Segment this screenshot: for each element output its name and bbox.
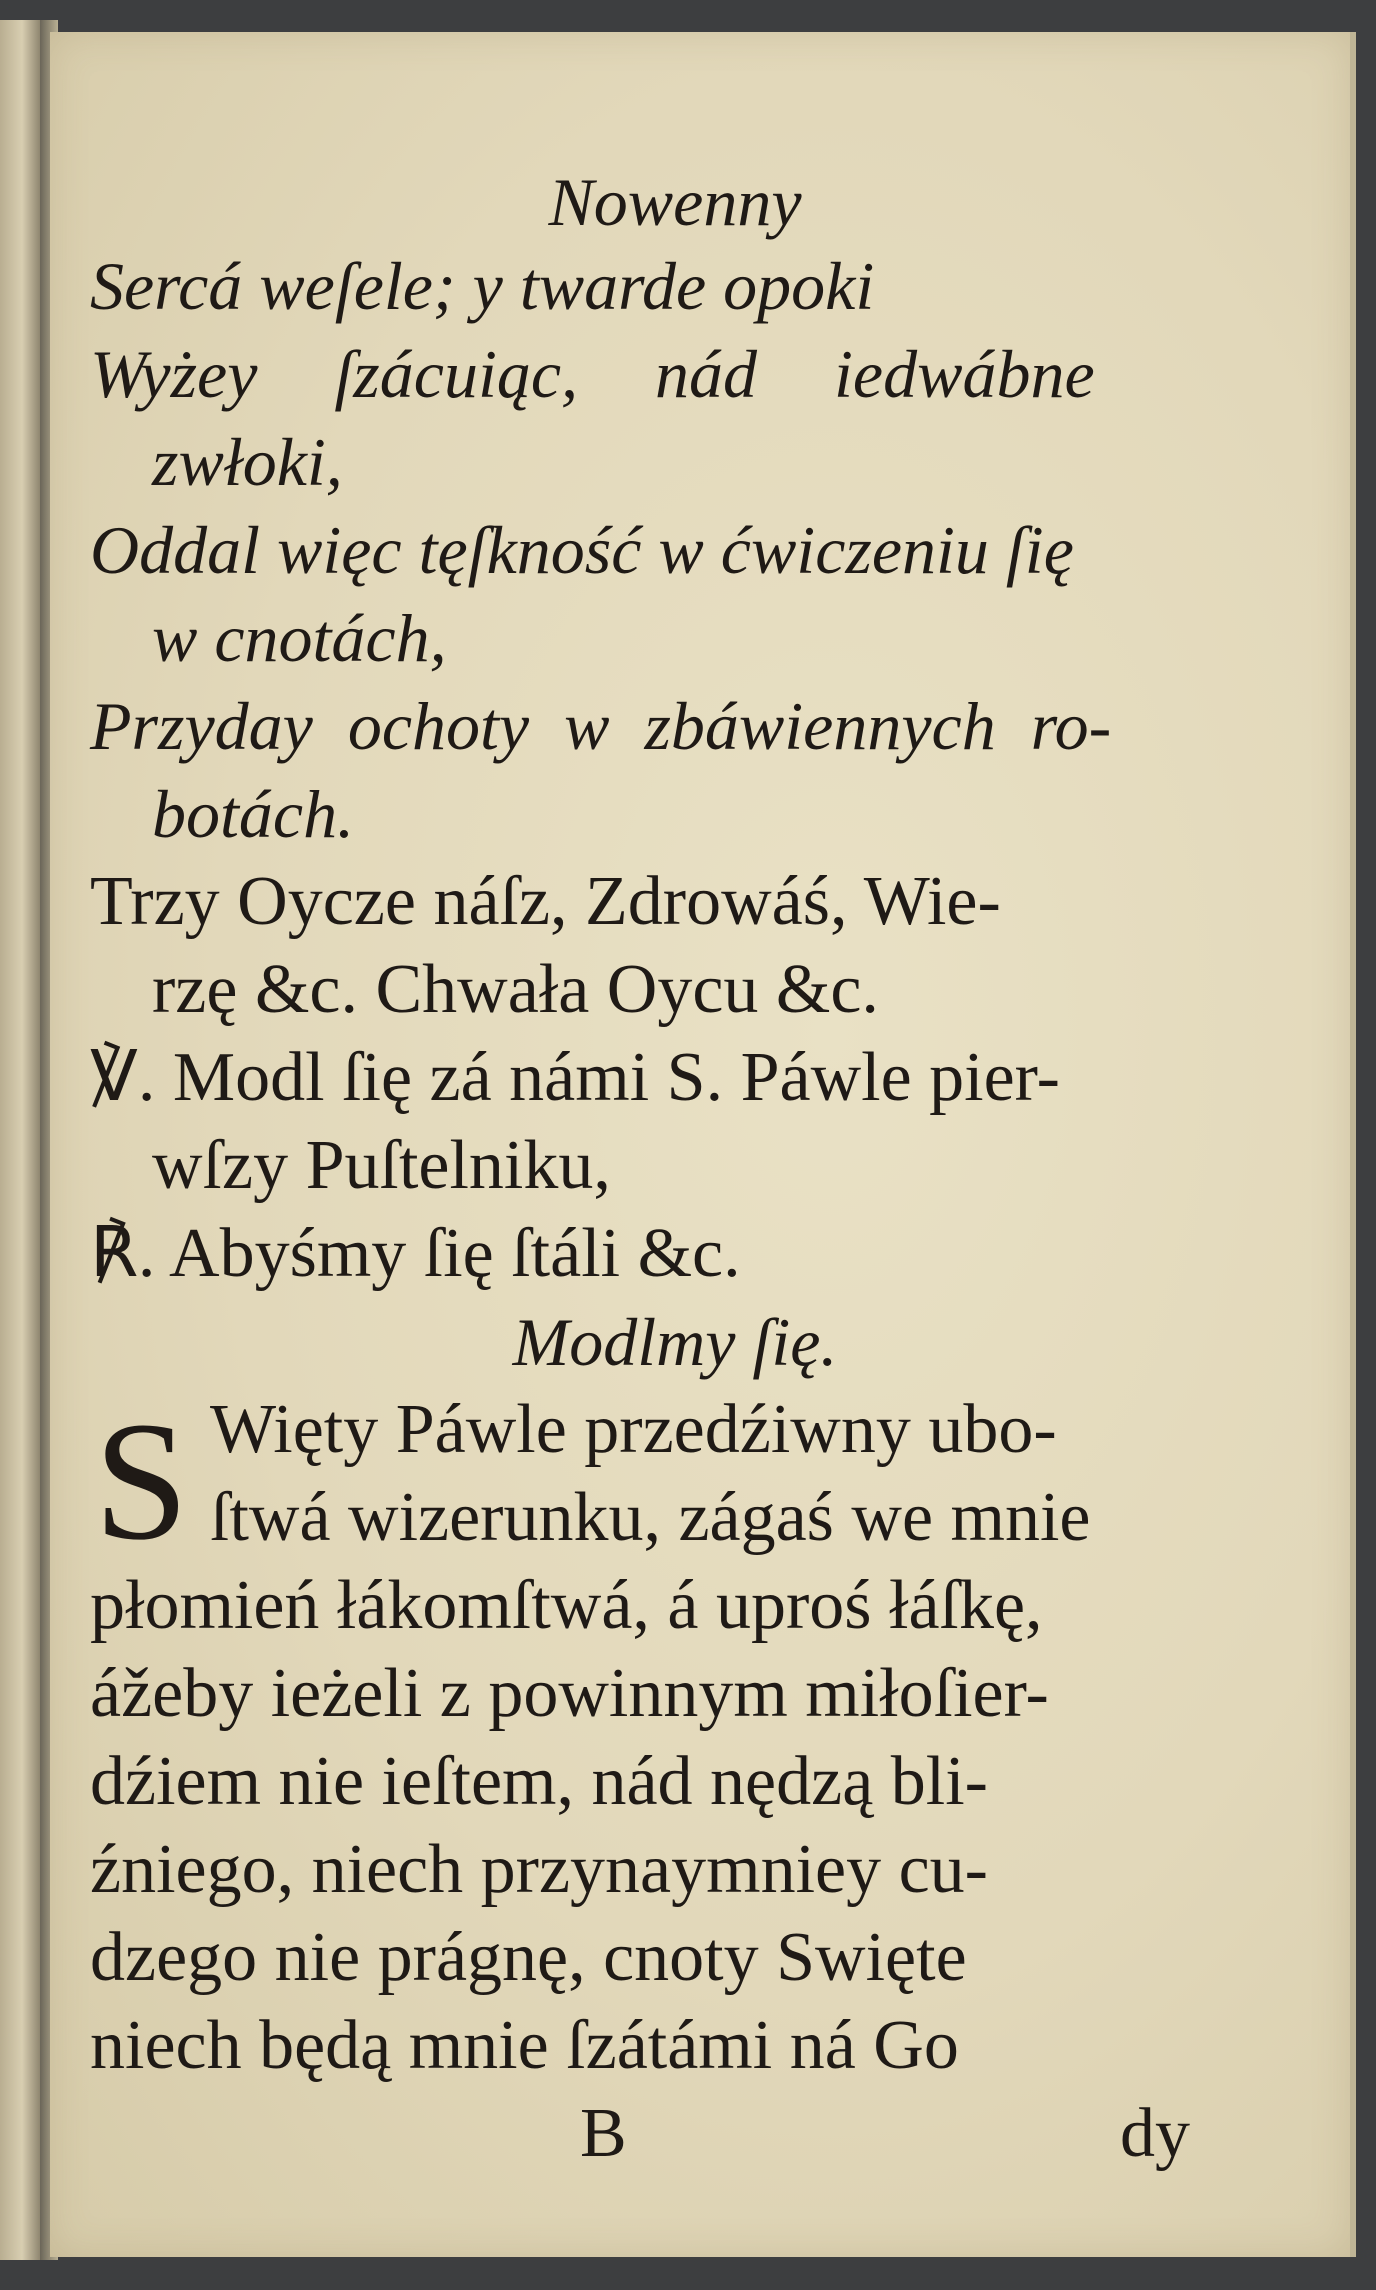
- collect-line-7: dzego nie prágnę, cnoty Swięte: [90, 1919, 967, 1996]
- collect-line-2: ſtwá wizerunku, zágaś we mnie: [210, 1479, 1091, 1556]
- verse-line-3: zwłoki,: [152, 424, 343, 500]
- verse-line-6: Przyday ochoty w zbáwiennych ro-: [90, 688, 1112, 764]
- versicle-mark: ℣.: [90, 1039, 156, 1116]
- collect-paragraph: [90, 1386, 1260, 2090]
- versicle-text-1: Modl ſię zá námi S. Páwle pier-: [172, 1039, 1060, 1116]
- page-footer: [90, 2090, 1260, 2178]
- verse-line-2-text: Wyżey ſzácuiąc, nád iedwábne: [90, 336, 1095, 412]
- collect-line-3: płomień łákomſtwá, á uproś łáſkę,: [90, 1567, 1043, 1644]
- response-text: Abyśmy ſię ſtáli &c.: [169, 1215, 741, 1292]
- catchword: dy: [1120, 2095, 1190, 2172]
- book-page: [50, 32, 1356, 2257]
- verse-line-7: botách.: [152, 776, 355, 852]
- previous-page-edge: [0, 20, 40, 2260]
- verse-line-4: Oddal więc tęſkność w ćwiczeniu ſię: [90, 512, 1074, 588]
- collect-line-8: niech będą mnie ſzátámi ná Go: [90, 2007, 959, 2084]
- collect-line-1: Więty Páwle przedźiwny ubo-: [210, 1391, 1057, 1468]
- prayer-instruction-line-2: rzę &c. Chwała Oycu &c.: [152, 951, 879, 1028]
- oremus-heading: Modlmy ſię.: [512, 1304, 838, 1380]
- response-mark: ℟.: [90, 1215, 156, 1292]
- versicle-line-1: [90, 1034, 1260, 1122]
- drop-cap: S: [94, 1387, 189, 1575]
- verse-line-2: [90, 330, 1260, 418]
- collect-line-5: dźiem nie ieſtem, nád nędzą bli-: [90, 1743, 988, 1820]
- versicle-line-2: wſzy Puſtelniku,: [152, 1127, 611, 1204]
- verse-line-1: Sercá weſele; y twarde opoki: [90, 248, 875, 324]
- response-line: [90, 1210, 1260, 1298]
- signature-mark: B: [580, 2095, 627, 2172]
- verse-line-5: w cnotách,: [152, 600, 447, 676]
- running-header: Nowenny: [548, 164, 802, 240]
- page-text: [90, 162, 1260, 2178]
- collect-line-6: źniego, niech przynaymniey cu-: [90, 1831, 988, 1908]
- prayer-instruction-line-1: Trzy Oycze náſz, Zdrowáś, Wie-: [90, 863, 1001, 940]
- collect-line-4: ážeby ieżeli z powinnym miłoſier-: [90, 1655, 1049, 1732]
